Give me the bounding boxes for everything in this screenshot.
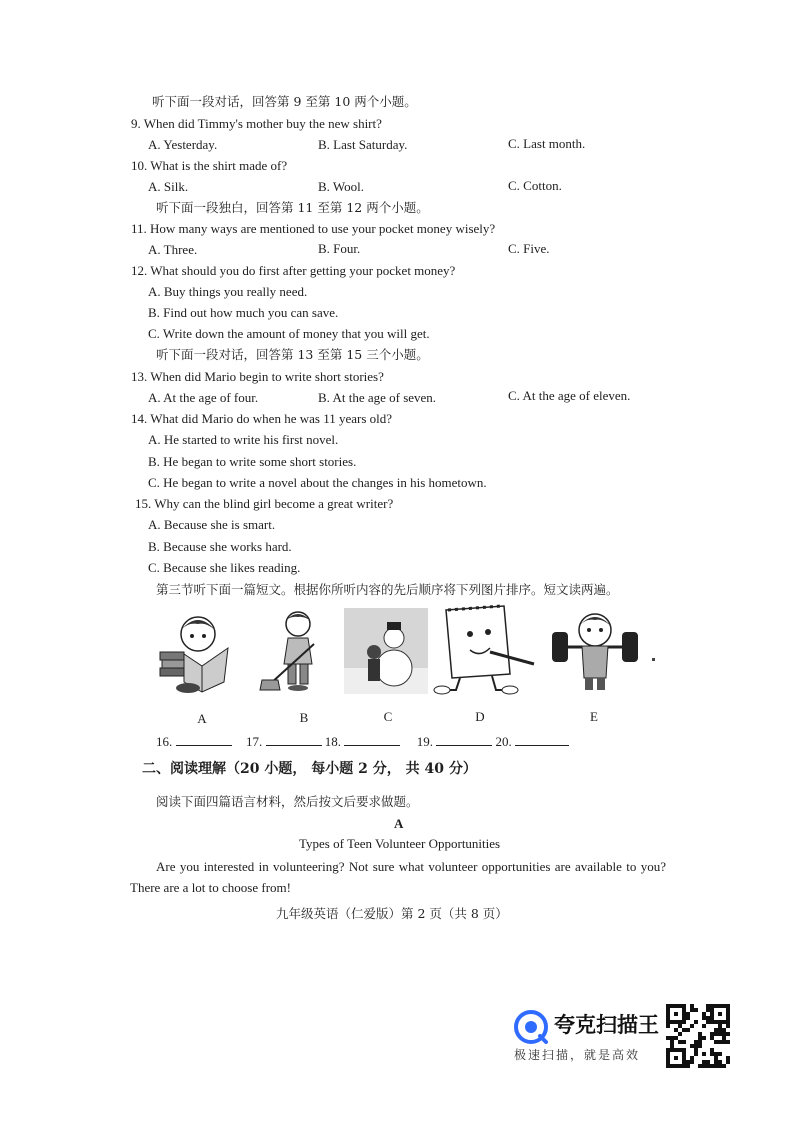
q9-option-b: B. Last Saturday.: [318, 137, 408, 152]
picture-label-e: E: [590, 709, 598, 724]
q10-option-a: A. Silk.: [148, 179, 189, 194]
q15-option-c: C. Because she likes reading.: [148, 560, 301, 575]
picture-a-boy-reading-icon: [158, 608, 238, 694]
q10-option-b: B. Wool.: [318, 179, 365, 194]
passage-text: Are you interested in volunteering? Not sure what volunteer opportunities are available to you? There are a lot to choose from!: [130, 859, 666, 895]
blank-17-label: 17.: [246, 734, 263, 749]
blank-17[interactable]: [266, 733, 322, 746]
q12-option-b: B. Find out how much you can save.: [148, 305, 339, 320]
question-12: 12. What should you do first after getting your pocket money?: [131, 263, 456, 278]
q14-option-b: B. He began to write some short stories.: [148, 454, 357, 469]
passage-letter: A: [394, 816, 404, 831]
picture-label-d: D: [475, 709, 485, 724]
passage-title: Types of Teen Volunteer Opportunities: [299, 836, 501, 851]
q12-option-a: A. Buy things you really need.: [148, 284, 308, 299]
q13-option-a: A. At the age of four.: [148, 390, 259, 405]
stray-dot: [652, 658, 655, 661]
scanner-logo-icon: [514, 1010, 548, 1044]
blank-16-label: 16.: [156, 734, 173, 749]
watermark-brand: 夸克扫描王: [554, 1013, 659, 1037]
blank-19-label: 19.: [416, 734, 433, 749]
page-footer: 九年级英语（仁爱版）第 2 页（共 8 页）: [276, 906, 508, 921]
blank-20-label: 20.: [495, 734, 512, 749]
picture-label-a: A: [197, 711, 207, 726]
blank-19[interactable]: [436, 733, 492, 746]
picture-label-b: B: [299, 710, 309, 725]
q14-option-c: C. He began to write a novel about the changes in his hometown.: [148, 475, 487, 490]
picture-label-c: C: [383, 709, 393, 724]
q11-option-b: B. Four.: [318, 241, 361, 256]
question-14: 14. What did Mario do when he was 11 years old?: [131, 411, 393, 426]
question-13: 13. When did Mario begin to write short stories?: [131, 369, 384, 384]
blank-18-label: 18.: [324, 734, 341, 749]
reading-instruction: 阅读下面四篇语言材料，然后按文后要求做题。: [156, 794, 419, 809]
section-3-instruction: 第三节听下面一篇短文。根据你所听内容的先后顺序将下列图片排序。短文读两遍。: [156, 582, 619, 597]
picture-e-weightlifting-icon: [548, 608, 642, 694]
q11-option-c: C. Five.: [508, 241, 550, 256]
question-15: 15. Why can the blind girl become a great writer?: [135, 496, 394, 511]
picture-c-snowman-icon: [344, 608, 428, 694]
answer-blanks-row: [156, 733, 569, 750]
q9-option-a: A. Yesterday.: [148, 137, 218, 152]
reading-heading: 二、阅读理解（20 小题， 每小题 2 分， 共 40 分）: [142, 761, 477, 777]
q13-option-c: C. At the age of eleven.: [508, 388, 631, 403]
q11-option-a: A. Three.: [148, 242, 198, 257]
question-9: 9. When did Timmy's mother buy the new shirt?: [131, 116, 382, 131]
q10-option-c: C. Cotton.: [508, 178, 562, 193]
watermark-slogan: 极速扫描，就是高效: [514, 1048, 641, 1062]
blank-20[interactable]: [515, 733, 569, 746]
q12-option-c: C. Write down the amount of money that you will get.: [148, 326, 430, 341]
blank-16[interactable]: [176, 733, 232, 746]
intro-13-15: 听下面一段对话，回答第 13 至第 15 三个小题。: [156, 347, 429, 362]
q15-option-b: B. Because she works hard.: [148, 539, 292, 554]
q14-option-a: A. He started to write his first novel.: [148, 432, 339, 447]
qr-code-icon: [666, 1004, 730, 1068]
q13-option-b: B. At the age of seven.: [318, 390, 437, 405]
question-10: 10. What is the shirt made of?: [131, 158, 288, 173]
intro-9-10: 听下面一段对话，回答第 9 至第 10 两个小题。: [152, 94, 417, 109]
picture-b-boy-sweeping-icon: [258, 608, 338, 694]
blank-18[interactable]: [344, 733, 400, 746]
q9-option-c: C. Last month.: [508, 136, 586, 151]
q15-option-a: A. Because she is smart.: [148, 517, 276, 532]
intro-11-12: 听下面一段独白，回答第 11 至第 12 两个小题。: [156, 200, 429, 215]
question-11: 11. How many ways are mentioned to use your pocket money wisely?: [131, 221, 496, 236]
picture-d-notepad-icon: [430, 604, 538, 696]
